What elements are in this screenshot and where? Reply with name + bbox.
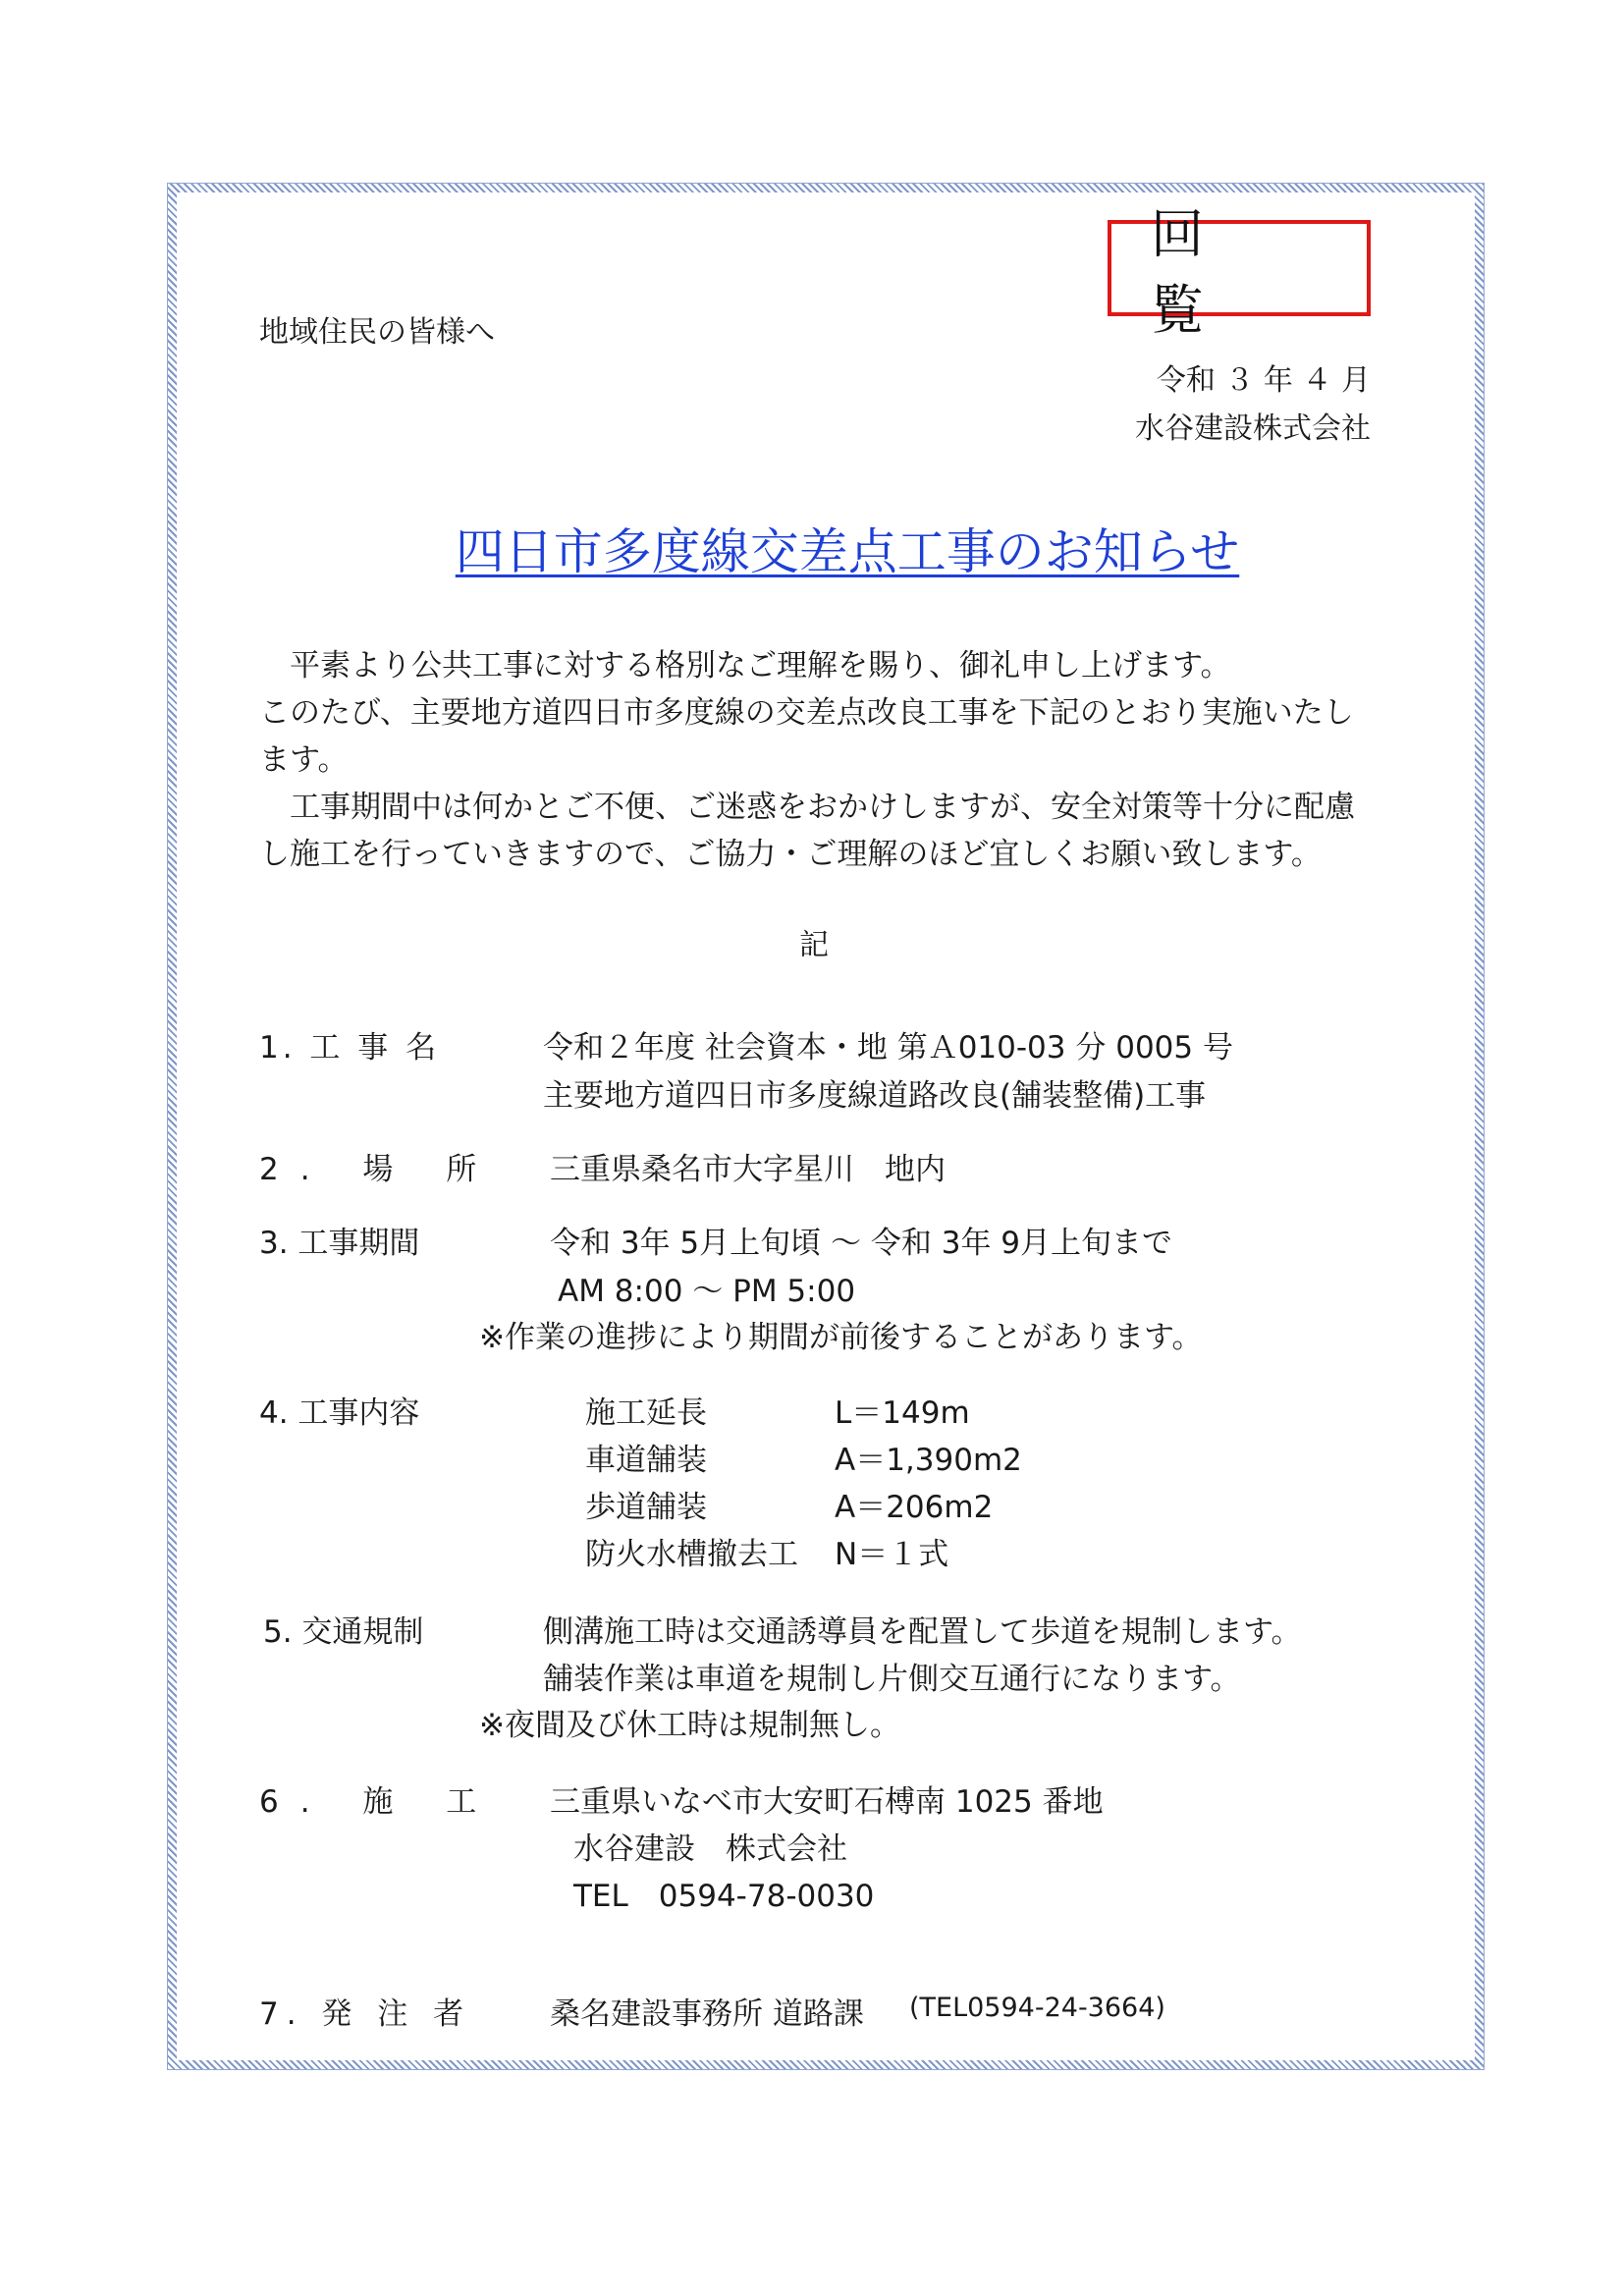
content-row-value: A＝1,390m2: [835, 1443, 1022, 1478]
circulation-stamp: 回 覧: [1108, 220, 1371, 316]
item-label-period: 3. 工事期間: [259, 1226, 420, 1261]
work-name-line1: 令和２年度 社会資本・地 第Ａ010-03 分 0005 号: [543, 1030, 1233, 1066]
item-label-work-name: 1. 工 事 名: [259, 1030, 441, 1066]
content-row-value: N＝１式: [835, 1537, 949, 1572]
body-paragraph: 工事期間中は何かとご不便、ご迷惑をおかけしますが、安全対策等十分に配慮し施工を行っていきますので、ご協力・ご理解のほど宜しくお願い致します。: [259, 790, 1355, 872]
item-label-content: 4. 工事内容: [259, 1395, 420, 1431]
traffic-line1: 側溝施工時は交通誘導員を配置して歩道を規制します。: [543, 1614, 1302, 1650]
traffic-note: ※夜間及び休工時は規制無し。: [479, 1708, 900, 1743]
content-row-name: 防火水槽撤去工: [585, 1537, 798, 1572]
orderer-name: 桑名建設事務所 道路課: [550, 1996, 864, 2032]
content-row-name: 車道舗装: [585, 1443, 707, 1478]
orderer-tel: (TEL0594-24-3664): [909, 1993, 1165, 2023]
period-dates: 令和 3年 5月上旬頃 ～ 令和 3年 9月上旬まで: [550, 1226, 1173, 1261]
contractor-name: 水谷建設 株式会社: [573, 1831, 847, 1867]
work-name-line2: 主要地方道四日市多度線道路改良(舗装整備)工事: [543, 1078, 1207, 1114]
content-row-name: 歩道舗装: [585, 1490, 707, 1525]
location-value: 三重県桑名市大字星川 地内: [550, 1152, 946, 1187]
item-label-traffic: 5. 交通規制: [263, 1614, 424, 1650]
body-paragraph: このたび、主要地方道四日市多度線の交差点改良工事を下記のとおり実施いたします。: [259, 695, 1354, 778]
ki-heading: 記: [799, 928, 829, 962]
notice-date: 令和 ３ 年 ４ 月: [1156, 363, 1371, 398]
item-label-contractor: 6. 施 工: [259, 1784, 499, 1820]
notice-title: 四日市多度線交差点工事のお知らせ: [455, 523, 1240, 580]
addressee: 地域住民の皆様へ: [259, 315, 495, 350]
traffic-line2: 舗装作業は車道を規制し片側交互通行になります。: [543, 1662, 1241, 1697]
content-row-value: L＝149m: [835, 1395, 970, 1431]
content-row-name: 施工延長: [585, 1395, 707, 1431]
item-label-orderer: 7. 発 注 者: [259, 1996, 472, 2032]
item-label-location: 2. 場 所: [259, 1152, 499, 1187]
notice-body: [259, 642, 1379, 878]
body-paragraph: 平素より公共工事に対する格別なご理解を賜り、御礼申し上げます。: [290, 648, 1231, 683]
content-row-value: A＝206m2: [835, 1490, 994, 1525]
period-hours: AM 8:00 ～ PM 5:00: [558, 1274, 856, 1309]
contractor-tel: TEL 0594-78-0030: [573, 1879, 875, 1914]
contractor-address: 三重県いなべ市大安町石榑南 1025 番地: [550, 1784, 1104, 1820]
period-note: ※作業の進捗により期間が前後することがあります。: [479, 1320, 1203, 1355]
issuer-company: 水谷建設株式会社: [1135, 411, 1371, 446]
